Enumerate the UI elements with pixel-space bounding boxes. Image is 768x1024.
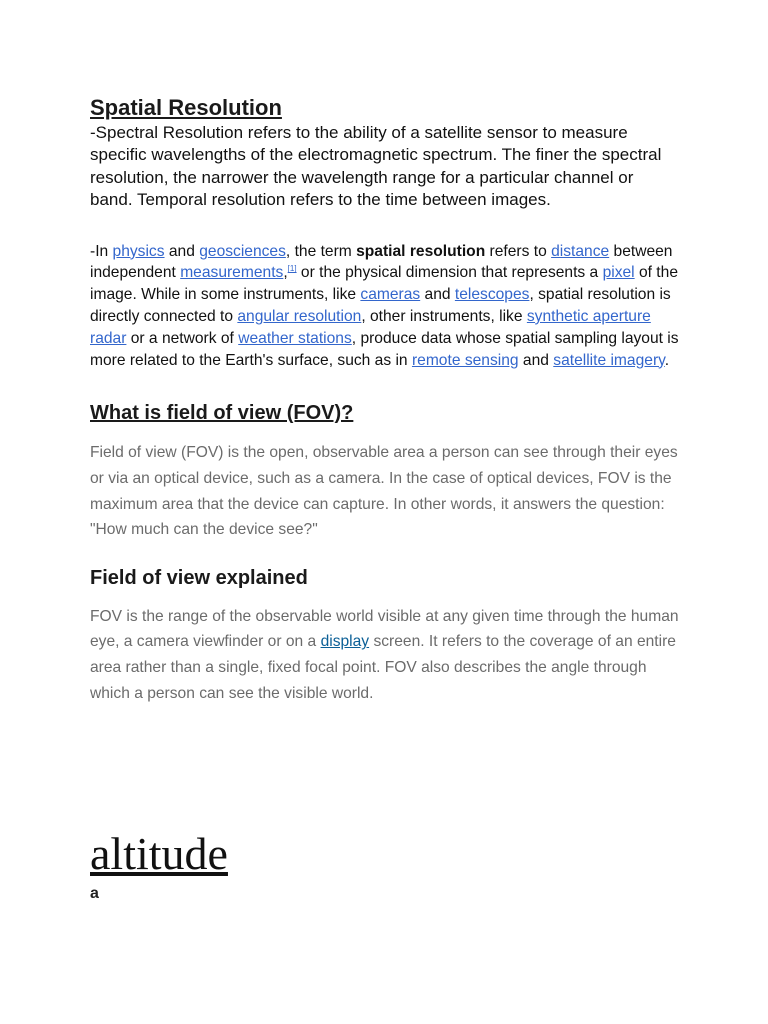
text-run: or the physical dimension that represents a	[296, 264, 603, 282]
text-run: and	[420, 286, 455, 304]
link-synthetic-aperture-radar[interactable]: synthetic aperture radar	[90, 308, 651, 347]
fov-heading: What is field of view (FOV)?	[90, 402, 354, 425]
text-run: refers to	[485, 242, 552, 260]
text-run: , produce data whose spatial sampling layout is more related to the Earth's surface, such as in	[90, 329, 679, 369]
fov-explained-heading: Field of view explained	[90, 566, 308, 589]
link-telescopes[interactable]: telescopes	[454, 286, 530, 304]
text-run: and	[518, 351, 554, 369]
text-run: , spatial resolution is directly connected to	[90, 286, 671, 326]
link-satellite-imagery[interactable]: satellite imagery	[553, 351, 665, 369]
page-title: Spatial Resolution	[90, 95, 282, 120]
document-body	[90, 94, 680, 706]
text-run: , the term	[285, 242, 357, 260]
link-remote-sensing[interactable]: remote sensing	[411, 351, 519, 369]
text-run: between independent	[90, 242, 673, 282]
fov-paragraph: Field of view (FOV) is the open, observable area a person can see through their eyes or via an optical device, such as a camera. In the case of optical devices, FOV is the maximum area that the device can capture. In other words, it answers the question: "How much can the device see?"	[90, 444, 678, 539]
link-cameras[interactable]: cameras	[360, 286, 421, 304]
text-run: of the image. While in some instruments, like	[90, 264, 678, 304]
link-display[interactable]: display	[320, 633, 370, 651]
spatial-resolution-paragraph	[90, 241, 680, 372]
link-physics[interactable]: physics	[112, 242, 165, 260]
text-run: or a network of	[126, 329, 239, 347]
text-run: , other instruments, like	[361, 308, 527, 326]
spectral-resolution-paragraph: -Spectral Resolution refers to the ability of a satellite sensor to measure specific wavelengths of the electromagnetic spectrum. The finer the spectral resolution, the narrower the wavelength range for a particular channel or band. Temporal resolution refers to the time between images.	[90, 123, 662, 210]
link-angular-resolution[interactable]: angular resolution	[237, 308, 362, 326]
altitude-heading: altitude	[90, 828, 228, 879]
citation-link[interactable]: [1]	[287, 264, 297, 274]
text-run: screen. It refers to the coverage of an entire area rather than a single, fixed focal point. FOV also describes the angle through which a person can see the visible world.	[90, 633, 676, 702]
text-run: FOV is the range of the observable world visible at any given time through the human eye, a camera viewfinder or on a	[90, 607, 679, 651]
link-measurements[interactable]: measurements	[180, 264, 284, 282]
text-run: ,	[283, 264, 288, 282]
trailing-letter: a	[90, 885, 99, 902]
link-weather-stations[interactable]: weather stations	[238, 329, 352, 347]
text-run: -In	[90, 242, 113, 260]
bold-term-spatial-resolution: spatial resolution	[356, 242, 486, 260]
link-geosciences[interactable]: geosciences	[199, 242, 286, 260]
link-pixel[interactable]: pixel	[602, 264, 635, 282]
link-distance[interactable]: distance	[551, 242, 610, 260]
fov-explained-paragraph	[90, 604, 680, 706]
text-run: .	[664, 351, 670, 369]
text-run: and	[164, 242, 200, 260]
